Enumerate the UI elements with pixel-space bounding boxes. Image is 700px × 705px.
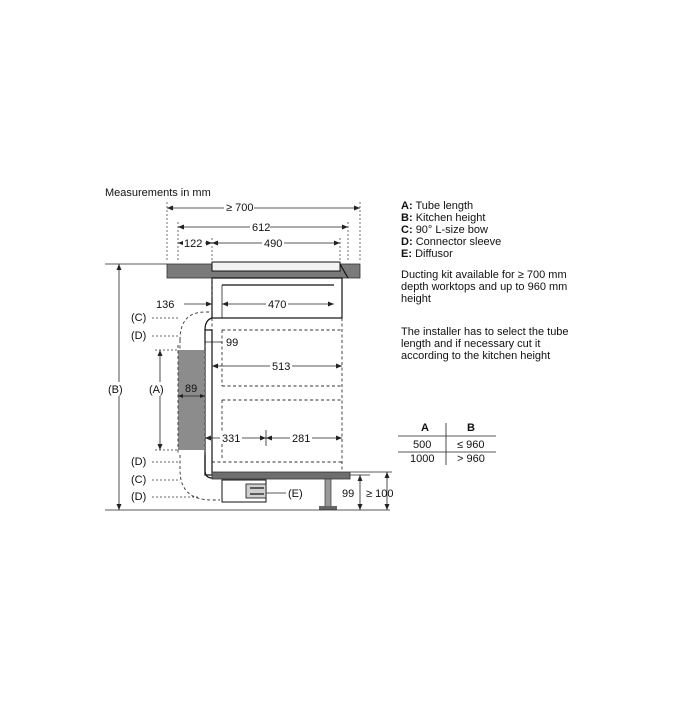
svg-text:height: height bbox=[401, 293, 431, 305]
dimension-513-label: 513 bbox=[272, 361, 291, 373]
svg-text:(D): (D) bbox=[131, 491, 147, 503]
svg-text:depth worktops and up to 960 m: depth worktops and up to 960 mm bbox=[401, 281, 568, 293]
table-cell: 1000 bbox=[410, 453, 435, 465]
table-header-A: A bbox=[421, 422, 429, 434]
svg-text:(D): (D) bbox=[131, 456, 147, 468]
dimension-331-281 bbox=[205, 430, 342, 446]
svg-text:(C): (C) bbox=[131, 474, 147, 486]
table-cell: > 960 bbox=[457, 453, 485, 465]
dimension-B bbox=[106, 264, 132, 510]
label-C-lower bbox=[131, 474, 178, 486]
dimension-700-label: ≥ 700 bbox=[226, 202, 254, 214]
dimension-100 bbox=[350, 472, 393, 510]
dimension-470-label: 470 bbox=[268, 299, 287, 311]
dimension-99-upper-label: 99 bbox=[226, 337, 239, 349]
duct-back-panel bbox=[205, 330, 212, 475]
dimension-136-label: 136 bbox=[156, 299, 175, 311]
note-ducting-kit bbox=[401, 269, 567, 305]
dimension-122-490 bbox=[178, 237, 340, 262]
svg-text:according to the kitchen heigh: according to the kitchen height bbox=[401, 350, 551, 362]
dimension-99-lower-label: 99 bbox=[342, 488, 355, 500]
svg-text:The installer has to select th: The installer has to select the tube bbox=[401, 326, 569, 338]
dimension-331-label: 331 bbox=[222, 433, 241, 445]
hob-glass bbox=[212, 262, 340, 271]
legend bbox=[401, 200, 501, 260]
legend-item-A: A: Tube length bbox=[401, 200, 474, 212]
svg-text:(C): (C) bbox=[131, 312, 147, 324]
table-header-B: B bbox=[467, 422, 475, 434]
table-cell: 500 bbox=[413, 439, 432, 451]
label-E: (E) bbox=[288, 488, 303, 500]
label-D-middle bbox=[131, 456, 178, 468]
diffusor-E bbox=[222, 480, 303, 502]
dimension-281-label: 281 bbox=[292, 433, 311, 445]
legend-item-C: C: 90° L-size bow bbox=[401, 224, 488, 236]
label-B: (B) bbox=[108, 384, 123, 396]
legend-item-D: D: Connector sleeve bbox=[401, 236, 502, 248]
note-installer bbox=[401, 326, 569, 362]
dimension-612-label: 612 bbox=[252, 222, 271, 234]
svg-text:length and if necessary cut it: length and if necessary cut it bbox=[401, 338, 541, 350]
plinth-board bbox=[212, 472, 350, 479]
label-D-lower bbox=[131, 491, 200, 503]
label-C-upper bbox=[131, 312, 178, 324]
svg-text:Ducting kit available for ≥ 70: Ducting kit available for ≥ 700 mm bbox=[401, 269, 567, 281]
dimension-122-label: 122 bbox=[184, 238, 203, 250]
dimension-A bbox=[147, 350, 178, 450]
label-A: (A) bbox=[149, 384, 164, 396]
size-table bbox=[398, 422, 496, 465]
dimension-100-label: ≥ 100 bbox=[366, 488, 394, 500]
measurements-title: Measurements in mm bbox=[105, 187, 211, 199]
tube-A bbox=[178, 350, 205, 450]
dimension-513 bbox=[212, 360, 342, 373]
legend-item-B: B: Kitchen height bbox=[401, 212, 486, 224]
cabinet-foot bbox=[319, 479, 337, 510]
label-D-upper bbox=[131, 330, 178, 342]
legend-item-E: E: Diffusor bbox=[401, 248, 453, 260]
dimension-89-label: 89 bbox=[185, 383, 198, 395]
svg-text:(D): (D) bbox=[131, 330, 147, 342]
dimension-490-label: 490 bbox=[264, 238, 283, 250]
table-cell: ≤ 960 bbox=[457, 439, 485, 451]
